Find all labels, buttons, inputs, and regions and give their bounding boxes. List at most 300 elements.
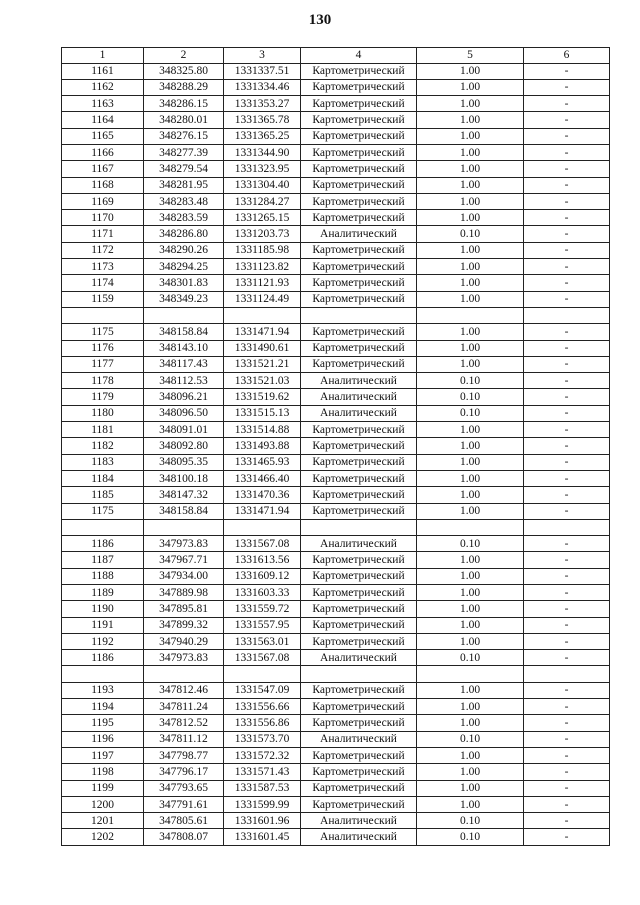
table-row	[62, 454, 610, 470]
accuracy-cell: 0.10	[417, 829, 524, 845]
table-row	[62, 144, 610, 160]
note-cell	[524, 519, 610, 535]
point-number-cell: 1159	[62, 291, 144, 307]
accuracy-cell: 1.00	[417, 715, 524, 731]
y-coordinate-cell: 1331465.93	[224, 454, 301, 470]
accuracy-cell: 1.00	[417, 454, 524, 470]
note-cell: -	[524, 193, 610, 209]
method-cell: Картометрический	[301, 454, 417, 470]
point-number-cell: 1172	[62, 242, 144, 258]
table-row	[62, 96, 610, 112]
note-cell: -	[524, 128, 610, 144]
method-cell: Картометрический	[301, 715, 417, 731]
accuracy-cell: 1.00	[417, 63, 524, 79]
accuracy-cell: 1.00	[417, 356, 524, 372]
x-coordinate-cell: 347889.98	[144, 585, 224, 601]
note-cell: -	[524, 536, 610, 552]
method-cell: Картометрический	[301, 128, 417, 144]
page-number: 130	[308, 12, 332, 28]
method-cell: Картометрический	[301, 324, 417, 340]
x-coordinate-cell: 347793.65	[144, 780, 224, 796]
accuracy-cell: 1.00	[417, 552, 524, 568]
note-cell: -	[524, 242, 610, 258]
note-cell: -	[524, 731, 610, 747]
note-cell: -	[524, 633, 610, 649]
accuracy-cell: 1.00	[417, 96, 524, 112]
table-row	[62, 259, 610, 275]
method-cell: Картометрический	[301, 161, 417, 177]
accuracy-cell: 0.10	[417, 731, 524, 747]
column-header: 4	[301, 48, 417, 64]
y-coordinate-cell: 1331573.70	[224, 731, 301, 747]
method-cell: Картометрический	[301, 682, 417, 698]
x-coordinate-cell: 348286.80	[144, 226, 224, 242]
y-coordinate-cell: 1331121.93	[224, 275, 301, 291]
note-cell	[524, 666, 610, 682]
table-row	[62, 813, 610, 829]
point-number-cell: 1166	[62, 144, 144, 160]
x-coordinate-cell: 347811.12	[144, 731, 224, 747]
y-coordinate-cell: 1331613.56	[224, 552, 301, 568]
note-cell: -	[524, 63, 610, 79]
note-cell: -	[524, 503, 610, 519]
point-number-cell: 1170	[62, 210, 144, 226]
y-coordinate-cell: 1331521.21	[224, 356, 301, 372]
note-cell: -	[524, 796, 610, 812]
table-row	[62, 389, 610, 405]
accuracy-cell: 0.10	[417, 373, 524, 389]
x-coordinate-cell	[144, 519, 224, 535]
accuracy-cell: 0.10	[417, 226, 524, 242]
point-number-cell: 1184	[62, 470, 144, 486]
table-row	[62, 356, 610, 372]
table-row	[62, 666, 610, 682]
note-cell	[524, 307, 610, 323]
y-coordinate-cell: 1331601.45	[224, 829, 301, 845]
y-coordinate-cell: 1331124.49	[224, 291, 301, 307]
note-cell: -	[524, 275, 610, 291]
table-row	[62, 324, 610, 340]
x-coordinate-cell: 348281.95	[144, 177, 224, 193]
x-coordinate-cell: 347812.52	[144, 715, 224, 731]
note-cell: -	[524, 422, 610, 438]
accuracy-cell: 1.00	[417, 242, 524, 258]
y-coordinate-cell: 1331559.72	[224, 601, 301, 617]
method-cell: Картометрический	[301, 633, 417, 649]
note-cell: -	[524, 226, 610, 242]
x-coordinate-cell: 348147.32	[144, 487, 224, 503]
table-row	[62, 682, 610, 698]
point-number-cell: 1161	[62, 63, 144, 79]
method-cell: Картометрический	[301, 796, 417, 812]
x-coordinate-cell: 348100.18	[144, 470, 224, 486]
x-coordinate-cell: 348349.23	[144, 291, 224, 307]
point-number-cell: 1193	[62, 682, 144, 698]
accuracy-cell: 1.00	[417, 470, 524, 486]
method-cell: Картометрический	[301, 585, 417, 601]
table-row	[62, 470, 610, 486]
method-cell: Картометрический	[301, 259, 417, 275]
method-cell: Картометрический	[301, 242, 417, 258]
point-number-cell: 1196	[62, 731, 144, 747]
point-number-cell: 1175	[62, 324, 144, 340]
point-number-cell: 1187	[62, 552, 144, 568]
accuracy-cell: 1.00	[417, 601, 524, 617]
table-row	[62, 699, 610, 715]
accuracy-cell: 1.00	[417, 340, 524, 356]
x-coordinate-cell: 347798.77	[144, 747, 224, 763]
accuracy-cell: 0.10	[417, 536, 524, 552]
method-cell: Картометрический	[301, 177, 417, 193]
note-cell: -	[524, 373, 610, 389]
table-row	[62, 242, 610, 258]
table-row	[62, 340, 610, 356]
table-row	[62, 715, 610, 731]
y-coordinate-cell: 1331365.25	[224, 128, 301, 144]
point-number-cell: 1200	[62, 796, 144, 812]
x-coordinate-cell: 348290.26	[144, 242, 224, 258]
table-row	[62, 112, 610, 128]
accuracy-cell: 1.00	[417, 144, 524, 160]
method-cell: Картометрический	[301, 210, 417, 226]
x-coordinate-cell: 347805.61	[144, 813, 224, 829]
point-number-cell	[62, 666, 144, 682]
table-row	[62, 519, 610, 535]
method-cell	[301, 307, 417, 323]
y-coordinate-cell: 1331609.12	[224, 568, 301, 584]
table-body	[62, 63, 610, 845]
note-cell: -	[524, 79, 610, 95]
accuracy-cell: 1.00	[417, 503, 524, 519]
accuracy-cell: 1.00	[417, 112, 524, 128]
note-cell: -	[524, 585, 610, 601]
point-number-cell: 1163	[62, 96, 144, 112]
accuracy-cell: 1.00	[417, 764, 524, 780]
x-coordinate-cell: 348325.80	[144, 63, 224, 79]
x-coordinate-cell: 348288.29	[144, 79, 224, 95]
point-number-cell: 1191	[62, 617, 144, 633]
point-number-cell: 1175	[62, 503, 144, 519]
note-cell: -	[524, 650, 610, 666]
point-number-cell: 1201	[62, 813, 144, 829]
y-coordinate-cell: 1331185.98	[224, 242, 301, 258]
column-header: 2	[144, 48, 224, 64]
accuracy-cell	[417, 519, 524, 535]
accuracy-cell: 1.00	[417, 193, 524, 209]
y-coordinate-cell: 1331601.96	[224, 813, 301, 829]
accuracy-cell: 0.10	[417, 389, 524, 405]
method-cell: Картометрический	[301, 112, 417, 128]
table-row	[62, 63, 610, 79]
accuracy-cell: 1.00	[417, 422, 524, 438]
accuracy-cell: 1.00	[417, 699, 524, 715]
method-cell: Аналитический	[301, 650, 417, 666]
note-cell: -	[524, 552, 610, 568]
point-number-cell: 1192	[62, 633, 144, 649]
x-coordinate-cell: 348112.53	[144, 373, 224, 389]
x-coordinate-cell: 347808.07	[144, 829, 224, 845]
y-coordinate-cell: 1331265.15	[224, 210, 301, 226]
point-number-cell: 1174	[62, 275, 144, 291]
accuracy-cell	[417, 666, 524, 682]
y-coordinate-cell: 1331344.90	[224, 144, 301, 160]
x-coordinate-cell: 348294.25	[144, 259, 224, 275]
method-cell: Картометрический	[301, 291, 417, 307]
method-cell: Картометрический	[301, 699, 417, 715]
y-coordinate-cell: 1331547.09	[224, 682, 301, 698]
method-cell: Картометрический	[301, 422, 417, 438]
note-cell: -	[524, 617, 610, 633]
note-cell: -	[524, 161, 610, 177]
point-number-cell: 1178	[62, 373, 144, 389]
y-coordinate-cell	[224, 666, 301, 682]
x-coordinate-cell: 348158.84	[144, 503, 224, 519]
accuracy-cell: 0.10	[417, 813, 524, 829]
column-header: 1	[62, 48, 144, 64]
y-coordinate-cell: 1331519.62	[224, 389, 301, 405]
point-number-cell: 1176	[62, 340, 144, 356]
method-cell: Картометрический	[301, 487, 417, 503]
note-cell: -	[524, 829, 610, 845]
accuracy-cell: 1.00	[417, 275, 524, 291]
y-coordinate-cell: 1331353.27	[224, 96, 301, 112]
point-number-cell: 1180	[62, 405, 144, 421]
accuracy-cell: 1.00	[417, 585, 524, 601]
table-row	[62, 780, 610, 796]
y-coordinate-cell: 1331514.88	[224, 422, 301, 438]
accuracy-cell: 0.10	[417, 405, 524, 421]
column-header: 3	[224, 48, 301, 64]
accuracy-cell: 1.00	[417, 177, 524, 193]
accuracy-cell: 0.10	[417, 650, 524, 666]
note-cell: -	[524, 487, 610, 503]
method-cell: Аналитический	[301, 373, 417, 389]
column-header: 6	[524, 48, 610, 64]
x-coordinate-cell: 348277.39	[144, 144, 224, 160]
point-number-cell: 1167	[62, 161, 144, 177]
y-coordinate-cell: 1331567.08	[224, 536, 301, 552]
point-number-cell: 1169	[62, 193, 144, 209]
method-cell: Аналитический	[301, 731, 417, 747]
x-coordinate-cell: 348283.48	[144, 193, 224, 209]
x-coordinate-cell: 348158.84	[144, 324, 224, 340]
point-number-cell: 1197	[62, 747, 144, 763]
x-coordinate-cell: 347973.83	[144, 536, 224, 552]
accuracy-cell: 1.00	[417, 568, 524, 584]
point-number-cell: 1168	[62, 177, 144, 193]
x-coordinate-cell: 348280.01	[144, 112, 224, 128]
table-row	[62, 747, 610, 763]
note-cell: -	[524, 764, 610, 780]
table-header-row	[62, 48, 610, 64]
table-row	[62, 796, 610, 812]
y-coordinate-cell: 1331304.40	[224, 177, 301, 193]
method-cell: Аналитический	[301, 226, 417, 242]
y-coordinate-cell	[224, 307, 301, 323]
x-coordinate-cell: 348096.21	[144, 389, 224, 405]
y-coordinate-cell: 1331365.78	[224, 112, 301, 128]
accuracy-cell: 1.00	[417, 291, 524, 307]
x-coordinate-cell: 348301.83	[144, 275, 224, 291]
table-row	[62, 601, 610, 617]
point-number-cell: 1181	[62, 422, 144, 438]
table-row	[62, 307, 610, 323]
x-coordinate-cell: 348279.54	[144, 161, 224, 177]
note-cell: -	[524, 96, 610, 112]
table-row	[62, 585, 610, 601]
table-row	[62, 503, 610, 519]
note-cell: -	[524, 112, 610, 128]
accuracy-cell	[417, 307, 524, 323]
y-coordinate-cell: 1331603.33	[224, 585, 301, 601]
accuracy-cell: 1.00	[417, 161, 524, 177]
y-coordinate-cell: 1331571.43	[224, 764, 301, 780]
method-cell: Картометрический	[301, 601, 417, 617]
table-row	[62, 829, 610, 845]
note-cell: -	[524, 340, 610, 356]
table-row	[62, 226, 610, 242]
accuracy-cell: 1.00	[417, 682, 524, 698]
coordinates-table	[61, 47, 610, 846]
y-coordinate-cell	[224, 519, 301, 535]
y-coordinate-cell: 1331334.46	[224, 79, 301, 95]
x-coordinate-cell: 347791.61	[144, 796, 224, 812]
table-row	[62, 405, 610, 421]
method-cell: Картометрический	[301, 79, 417, 95]
accuracy-cell: 1.00	[417, 79, 524, 95]
accuracy-cell: 1.00	[417, 210, 524, 226]
note-cell: -	[524, 291, 610, 307]
point-number-cell: 1182	[62, 438, 144, 454]
y-coordinate-cell: 1331563.01	[224, 633, 301, 649]
x-coordinate-cell: 347899.32	[144, 617, 224, 633]
point-number-cell	[62, 307, 144, 323]
y-coordinate-cell: 1331203.73	[224, 226, 301, 242]
y-coordinate-cell: 1331337.51	[224, 63, 301, 79]
note-cell: -	[524, 454, 610, 470]
method-cell: Картометрический	[301, 275, 417, 291]
note-cell: -	[524, 324, 610, 340]
note-cell: -	[524, 389, 610, 405]
table-row	[62, 79, 610, 95]
note-cell: -	[524, 210, 610, 226]
y-coordinate-cell: 1331123.82	[224, 259, 301, 275]
column-header: 5	[417, 48, 524, 64]
method-cell: Картометрический	[301, 503, 417, 519]
table-row	[62, 617, 610, 633]
table-row	[62, 438, 610, 454]
x-coordinate-cell: 348117.43	[144, 356, 224, 372]
method-cell: Картометрический	[301, 617, 417, 633]
table-row	[62, 161, 610, 177]
note-cell: -	[524, 682, 610, 698]
note-cell: -	[524, 405, 610, 421]
x-coordinate-cell: 347967.71	[144, 552, 224, 568]
point-number-cell: 1179	[62, 389, 144, 405]
table-row	[62, 193, 610, 209]
note-cell: -	[524, 601, 610, 617]
accuracy-cell: 1.00	[417, 780, 524, 796]
point-number-cell: 1195	[62, 715, 144, 731]
x-coordinate-cell: 347811.24	[144, 699, 224, 715]
y-coordinate-cell: 1331490.61	[224, 340, 301, 356]
table-row	[62, 568, 610, 584]
y-coordinate-cell: 1331493.88	[224, 438, 301, 454]
table-row	[62, 128, 610, 144]
y-coordinate-cell: 1331323.95	[224, 161, 301, 177]
method-cell: Картометрический	[301, 144, 417, 160]
point-number-cell: 1194	[62, 699, 144, 715]
method-cell	[301, 519, 417, 535]
accuracy-cell: 1.00	[417, 747, 524, 763]
method-cell: Картометрический	[301, 438, 417, 454]
method-cell: Картометрический	[301, 568, 417, 584]
y-coordinate-cell: 1331567.08	[224, 650, 301, 666]
x-coordinate-cell: 348091.01	[144, 422, 224, 438]
y-coordinate-cell: 1331471.94	[224, 503, 301, 519]
table-row	[62, 650, 610, 666]
note-cell: -	[524, 259, 610, 275]
table-row	[62, 291, 610, 307]
x-coordinate-cell	[144, 307, 224, 323]
x-coordinate-cell: 347973.83	[144, 650, 224, 666]
accuracy-cell: 1.00	[417, 259, 524, 275]
note-cell: -	[524, 356, 610, 372]
method-cell: Аналитический	[301, 813, 417, 829]
note-cell: -	[524, 568, 610, 584]
accuracy-cell: 1.00	[417, 438, 524, 454]
accuracy-cell: 1.00	[417, 324, 524, 340]
y-coordinate-cell: 1331471.94	[224, 324, 301, 340]
method-cell: Аналитический	[301, 405, 417, 421]
table-row	[62, 422, 610, 438]
table-row	[62, 487, 610, 503]
point-number-cell: 1189	[62, 585, 144, 601]
method-cell: Аналитический	[301, 829, 417, 845]
method-cell: Картометрический	[301, 470, 417, 486]
x-coordinate-cell: 348096.50	[144, 405, 224, 421]
note-cell: -	[524, 699, 610, 715]
x-coordinate-cell: 348095.35	[144, 454, 224, 470]
table-row	[62, 210, 610, 226]
note-cell: -	[524, 438, 610, 454]
y-coordinate-cell: 1331587.53	[224, 780, 301, 796]
point-number-cell: 1165	[62, 128, 144, 144]
table-row	[62, 536, 610, 552]
y-coordinate-cell: 1331521.03	[224, 373, 301, 389]
x-coordinate-cell: 348283.59	[144, 210, 224, 226]
table-row	[62, 764, 610, 780]
note-cell: -	[524, 747, 610, 763]
point-number-cell: 1177	[62, 356, 144, 372]
note-cell: -	[524, 177, 610, 193]
accuracy-cell: 1.00	[417, 796, 524, 812]
method-cell: Картометрический	[301, 340, 417, 356]
method-cell	[301, 666, 417, 682]
y-coordinate-cell: 1331556.66	[224, 699, 301, 715]
table-row	[62, 633, 610, 649]
method-cell: Картометрический	[301, 96, 417, 112]
table-row	[62, 275, 610, 291]
point-number-cell: 1186	[62, 536, 144, 552]
x-coordinate-cell: 347940.29	[144, 633, 224, 649]
method-cell: Аналитический	[301, 536, 417, 552]
method-cell: Картометрический	[301, 356, 417, 372]
method-cell: Картометрический	[301, 764, 417, 780]
y-coordinate-cell: 1331470.36	[224, 487, 301, 503]
note-cell: -	[524, 813, 610, 829]
accuracy-cell: 1.00	[417, 633, 524, 649]
